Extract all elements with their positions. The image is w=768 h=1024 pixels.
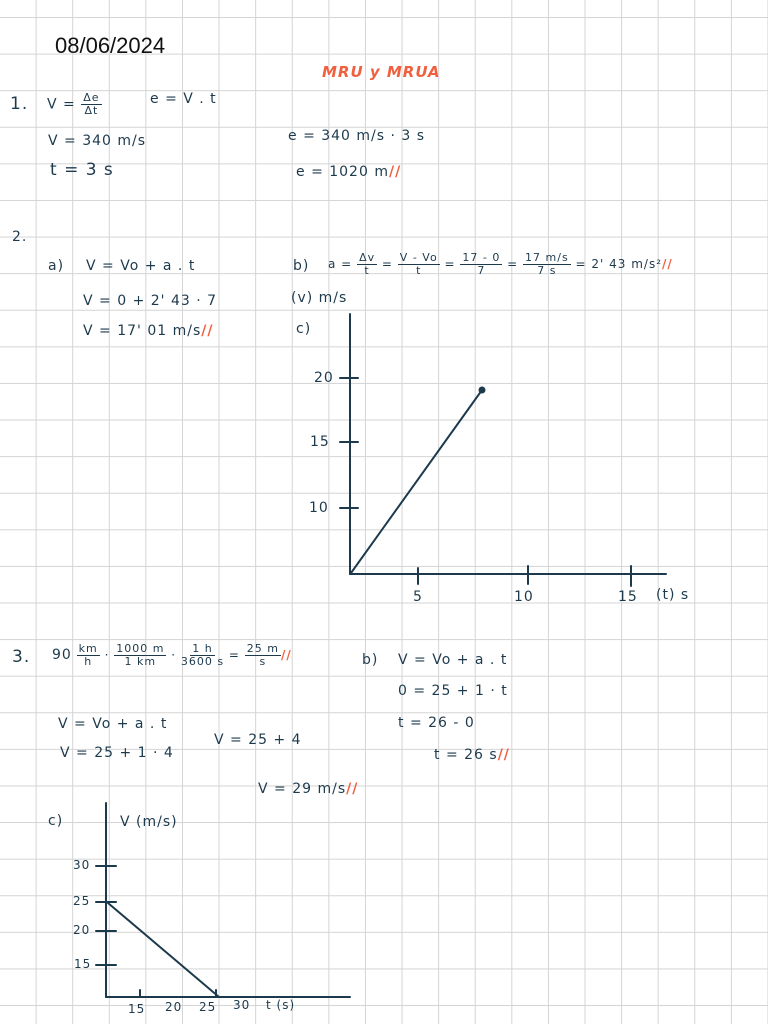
- fraction-numerator: Δe: [83, 91, 100, 104]
- problem-3b-substitution: 0 = 25 + 1 · t: [398, 683, 508, 699]
- result-mark: //: [497, 747, 510, 763]
- graph-3-y-label: V (m/s): [120, 814, 178, 830]
- problem-3b-step: t = 26 - 0: [398, 715, 475, 731]
- graph-2-y-tick-10: 10: [309, 500, 329, 516]
- problem-2b-acceleration: a = $\frac{\Delta v}{t}$ = $\frac{V - Vo}{t}$ = $\frac{17 - 0}{7}$ = $\frac{17 m/s}{7 s}$ = 2' 43 m/s²//: [328, 251, 673, 278]
- problem-3a-substitution: V = 25 + 1 · 4: [60, 745, 174, 761]
- formula-v-label: V =: [47, 96, 76, 113]
- problem-3-number: 3.: [12, 647, 31, 667]
- fraction-denominator: h: [84, 655, 93, 669]
- fraction-numerator: 1 h: [192, 642, 213, 655]
- page-title: MRU y MRUA: [322, 63, 441, 81]
- conversion-value: 90: [52, 647, 72, 664]
- problem-3-conversion: 90 $\frac{km}{h}$ · $\frac{1000 m}{1 km}$ · $\frac{1 h}{3600 s}$ = $\frac{25 m}{s}$ //: [52, 642, 292, 669]
- page-date: 08/06/2024: [55, 33, 166, 58]
- problem-1-number: 1.: [10, 94, 29, 114]
- result-text: t = 26 s: [434, 747, 498, 763]
- fraction-numerator: km: [78, 642, 98, 655]
- acceleration-label: a =: [328, 257, 353, 272]
- fraction-numerator: 17 m/s: [525, 251, 569, 264]
- problem-3a-step: V = 25 + 4: [214, 732, 302, 748]
- fraction-denominator: t: [364, 264, 370, 278]
- fraction-denominator: 3600 s: [180, 655, 225, 669]
- problem-1-given-time: t = 3 s: [50, 160, 114, 180]
- graph-3-x-tick-30: 30: [233, 998, 251, 1012]
- result-mark: //: [346, 781, 359, 797]
- graph-3-y-tick-30: 30: [73, 858, 91, 872]
- result-text: V = 29 m/s: [258, 781, 347, 797]
- graph-2-x-label: (t) s: [656, 587, 690, 603]
- problem-1-given-velocity: V = 340 m/s: [48, 133, 147, 149]
- acceleration-result: 2' 43 m/s²: [591, 257, 663, 272]
- graph-3-x-tick-20: 20: [165, 1000, 183, 1014]
- graph-2-y-tick-15: 15: [310, 434, 330, 450]
- graph-3-y-tick-20: 20: [73, 923, 91, 937]
- graph-2-x-tick-10: 10: [514, 589, 534, 605]
- result-mark: //: [281, 648, 292, 663]
- graph-2-velocity-line: [351, 390, 482, 573]
- problem-3b-label: b): [362, 652, 379, 668]
- fraction-numerator: V - Vo: [399, 251, 438, 264]
- graph-3-y-tick-15: 15: [74, 957, 92, 971]
- graph-2-x-tick-15: 15: [618, 589, 638, 605]
- problem-2a-substitution: V = 0 + 2' 43 · 7: [83, 293, 218, 309]
- graph-2-y-tick-20: 20: [314, 370, 334, 386]
- graph-2-y-label: (v) m/s: [291, 290, 348, 306]
- problem-2c-label: c): [296, 321, 312, 337]
- problem-2b-label: b): [293, 258, 310, 274]
- result-text: e = 1020 m: [296, 164, 389, 180]
- problem-3a-formula: V = Vo + a . t: [58, 716, 168, 732]
- fraction-numerator: 25 m: [246, 642, 280, 655]
- result-mark: //: [388, 164, 402, 180]
- graph-3-x-tick-25: 25: [199, 1000, 217, 1014]
- graph-3-y-tick-25: 25: [73, 894, 91, 908]
- fraction-denominator: 7 s: [537, 264, 557, 278]
- result-text: V = 17' 01 m/s: [83, 323, 202, 339]
- graph-2-endpoint: [480, 388, 485, 393]
- problem-1-calculation: e = 340 m/s · 3 s: [288, 128, 426, 144]
- problem-1-distance-formula: e = V . t: [150, 91, 217, 107]
- fraction-numerator: Δv: [359, 251, 376, 264]
- graph-3-x-tick-15: 15: [128, 1002, 146, 1016]
- problem-2-number: 2.: [12, 229, 28, 245]
- result-mark: //: [662, 257, 673, 272]
- problem-2a-formula: V = Vo + a . t: [86, 258, 196, 274]
- problem-3b-formula: V = Vo + a . t: [398, 652, 508, 668]
- fraction-denominator: 7: [477, 264, 486, 278]
- fraction-denominator: Δt: [84, 104, 99, 118]
- graph-3-x-label: t (s): [266, 998, 296, 1012]
- fraction-numerator: 17 - 0: [462, 251, 501, 264]
- graph-2-x-tick-5: 5: [413, 589, 423, 605]
- fraction-numerator: 1000 m: [116, 642, 165, 655]
- fraction-denominator: t: [416, 264, 422, 278]
- fraction-denominator: 1 km: [124, 655, 157, 669]
- fraction-denominator: s: [259, 655, 267, 669]
- problem-2a-label: a): [48, 258, 65, 274]
- problem-3c-label: c): [48, 813, 64, 829]
- graph-3-velocity-line: [108, 903, 219, 997]
- result-mark: //: [201, 323, 214, 339]
